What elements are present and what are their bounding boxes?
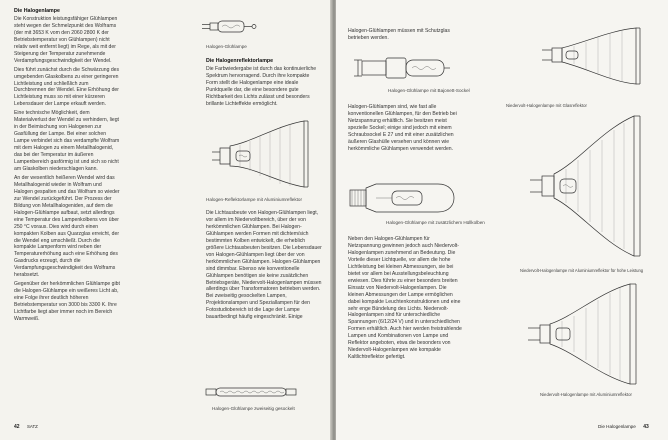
bayonet-lamp-illustration	[350, 48, 460, 86]
paragraph: Die Farbwiedergabe ist durch das kontinuierliche Spektrum hervorragend. Durch ihre kompakte Form stellt die Halogenlampe eine ideale Punktquelle dar, die eine besondere gute Richtbarkeit des Lichts zulässt und besonders brillante Lichteffekte ermöglicht.	[206, 65, 317, 107]
aluminium-reflector-illustration	[520, 282, 650, 386]
right-text-column-continued	[206, 210, 322, 323]
figure-caption: Halogen-Glühlampe mit Bajonett-Sockel	[388, 88, 470, 93]
page-number	[598, 424, 649, 430]
section-heading: Die Halogenlampe	[14, 8, 60, 14]
figure-caption: Halogen-Reflektorlampe mit Aluminiumreflektor	[206, 197, 302, 202]
right-page-text	[348, 236, 464, 363]
paragraph: Die Konstruktion leistungsfähiger Glühlampen steht wegen der Schmelzpunkt des Wolframs (der mit 3653 K vom den 2060 2800 K der Betriebstemperatur von Glühlampen) nicht relativ weit entfernt liegt) im Rege, als mit der Steigerung der Temperatur zunehmende Verdampfungsgeschwindigkeit der Wendel.	[14, 15, 118, 64]
aluminium-reflector-high-power-illustration	[518, 112, 658, 260]
paragraph: An der wesentlich heißeren Wendel wird das Metallhalogenid wieder in Wolfram und Halogen gespalten und das Wolfram so wieder zur Wendel zurückgeführt. Der Prozess der Bildung von Metallhalogeniden, auf dem die Halogen-Glühlampe aufbaut, setzt allerdings eine Temperatur des Lampenkolbens von über 250 °C voraus. Dies wird durch einen kompakten Kolben aus Quarzglas erreicht, der die Wendel eng umschließt. Durch die kompakte Lampenform wird neben der Temperaturerhöhung auch eine Erhöhung des Gasdrucks erzeugt, durch die Verdampfungsgeschwindigkeit des Wolframs herabsetzt.	[14, 174, 120, 279]
paragraph: Gegenüber der herkömmlichen Glühlampe gibt die Halogen-Glühlampe ein weißeres Licht ab, eine Folge ihrer deutlich höheren Betriebstemperatur von 3000 bis 3300 K. Ihre Lichtfarbe liegt aber immer noch im Bereich Warmweiß.	[14, 281, 120, 322]
figure-caption: Halogen-Glühlampe zweiseitig gesockelt	[212, 406, 295, 411]
right-page-text	[348, 28, 464, 44]
figure-caption: Niedervolt-Halogenlampe mit Aluminiumreflektor für hohe Leistung	[520, 268, 644, 273]
glass-reflector-illustration	[532, 26, 662, 88]
figure-caption: Halogen-Glühlampe	[206, 44, 247, 49]
right-page	[336, 0, 668, 440]
folio-number: 43	[643, 424, 649, 430]
section-heading: Die Halogenreflektorlampe	[206, 58, 274, 64]
folio-label: Die Halogenlampe	[598, 424, 636, 429]
figure-caption: Halogen-Glühlampe mit zusätzlichem Hüllkolben	[386, 220, 485, 225]
folio-number: 42	[14, 424, 20, 430]
left-text-column	[14, 8, 120, 325]
hull-lamp-illustration	[350, 178, 460, 218]
paragraph: Halogen-Glühlampen müssen mit Schutzglas betrieben werden.	[348, 28, 450, 41]
halogen-lamp-illustration	[200, 12, 270, 42]
figure-caption: Niedervolt-Halogenlampe mit Glasreflektor	[506, 103, 587, 108]
folio-label: SATZ	[26, 424, 38, 429]
double-ended-lamp-illustration	[206, 384, 296, 400]
page-number	[14, 424, 38, 430]
paragraph: Dies führt zunächst durch die Schwärzung des umgebenden Glaskolbens zu einer geringeren Lichtleistung und schließlich zum Durchbrennen der Wendel. Eine Erhöhung der Lichtleistung muss so mit einer kürzeren Lebensdauer der Lampe erkauft werden.	[14, 66, 120, 108]
left-page	[0, 0, 332, 440]
right-page-text	[348, 104, 464, 155]
paragraph: Die Lichtausbeute von Halogen-Glühlampen liegt, vor allem im Niedervoltbereich, über der von herkömmlichen Glühlampen. Bei Halogen-Glühlampen werden Formen mit dichtem/sich bestimmten Kolben entwickelt, die erheblich größere Lichtausbeuten besitzen. Die Lebensdauer von Halogen-Glühlampen liegt über der von herkömmlichen Glühlampen. Halogen-Glühlampen sind dimmbar. Ebenso wie konventionelle Glühlampen benötigen sie keine zusätzlichen Betriebsgeräte, Niedervolt-Halogenlampen müssen allerdings über Transformatoren betrieben werden. Bei zweiseitig gesockelten Lampen, Projektionslampen und Speziallampen für den Fotostudiobereich ist die Lage der Lampe bauartbedingt häufig eingeschränkt. Einige	[206, 210, 322, 321]
paragraph: Eine technische Möglichkeit, dem Materialverlust der Wendel zu verhindern, liegt in der Beimischung von Halogenen zur Gasfüllung der Lampe. Bei einer solchen Lampe verbindet sich das verdampfte Wolfram mit dem Halogen zu einem Metallhalogenid, das bei der Temperatur im äußeren Lampenbereich gasförmig ist und sich so nicht am Glaskolben niederschlagen kann.	[14, 110, 120, 172]
paragraph: Neben den Halogen-Glühlampen für Netzspannung gewinnen jedoch auch Niedervolt-Halogenlampen zunehmend an Bedeutung. Die Vorteile dieser Lichtquelle, vor allem die hohe Lichtleistung bei kleinen Abmessungen, sie bei bietet vor allem bei Ausstellungsbeleuchtung erwiesen. Dies führte zu einer besonders breiten Einsatz von Niedervolt-Halogenlampen. Die kleinen Abmessungen der Lampe ermöglichen dabei kompakte Leuchtenkonstruktionen und eine sehr enge Bündelung des Lichts. Niedervolt-Halogenlampen sind für unterschiedliche Spannungen (6/12/24 V) und in unterschiedlichen Formen erhältlich. Auch hier werden freistrahlende Lampen und Kombinationen von Lampe und Reflektor angeboten, etwa die besonders von Niedervolt-Halogenlampen wie kompakte Kaltlichtreflektor gefertigt.	[348, 236, 462, 361]
right-text-column	[206, 58, 322, 110]
reflector-lamp-illustration	[200, 118, 320, 190]
paragraph: Halogen-Glühlampen sind, wie fast alle konventionellen Glühlampen, für den Betrieb bei Netzspannung erhältlich. Sie besitzen meist spezielle Sockel; einige sind jedoch mit einem Schraubsockel E 27 und mit einer zusätzlichen äußeren Glashülle versehen und können wie herkömmliche Glühlampen verwendet werden.	[348, 104, 457, 152]
figure-caption: Niedervolt-Halogenlampe mit Aluminiumreflektor	[540, 392, 632, 397]
